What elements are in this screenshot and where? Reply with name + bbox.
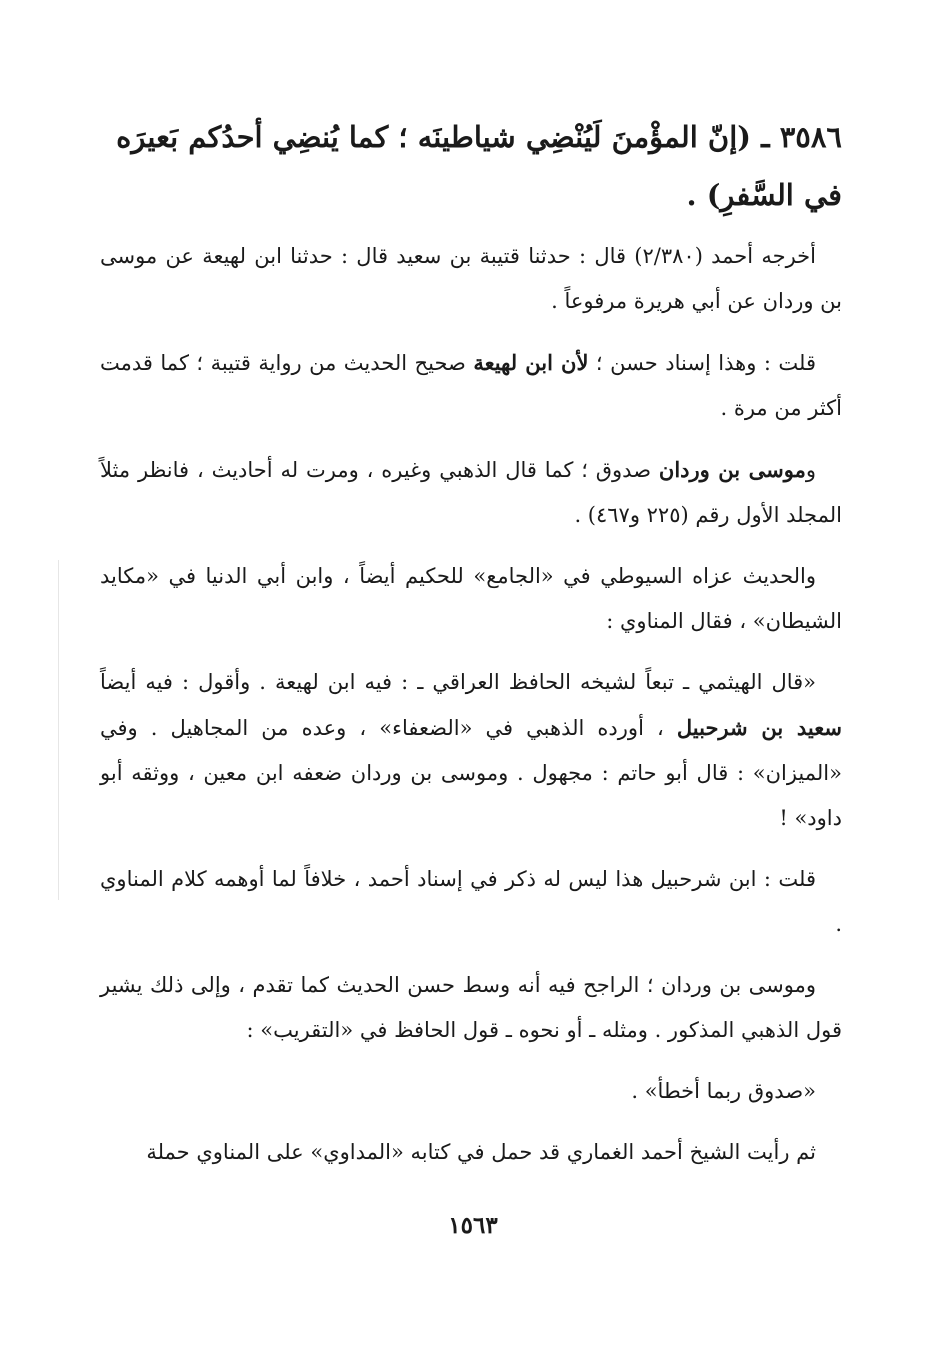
paragraph-ibn-shurahbil-note: قلت : ابن شرحبيل هذا ليس له ذكر في إسناد أحمد ، خلافاً لما أوهمه كلام المناوي . [100, 867, 842, 936]
margin-line [58, 560, 59, 900]
paragraph-musa-ibn-wardan [100, 447, 842, 538]
paragraph-ghumari: ثم رأيت الشيخ أحمد الغماري قد حمل في كتابه «المداوي» على المناوي حملة [146, 1140, 816, 1164]
paragraph-suyuti-attribution: والحديث عزاه السيوطي في «الجامع» للحكيم أيضاً ، وابن أبي الدنيا في «مكايد الشيطان» ، فقال المناوي : [100, 564, 842, 633]
bold-narrator: موسى بن وردان [658, 457, 806, 482]
text-segment: و [805, 458, 816, 482]
page-number: ١٥٦٣ [448, 1212, 498, 1239]
bold-narrator: سعيد بن شرحبيل [676, 715, 842, 740]
page-body [100, 108, 842, 1191]
text-segment: صحيح الحديث من رواية قتيبة ؛ كما قدمت أكثر من مرة . [100, 351, 842, 420]
text-segment: «قال الهيثمي ـ تبعاً لشيخه الحافظ العراقي ـ : فيه ابن لهيعة . وأقول : فيه أيضاً [100, 670, 816, 694]
bold-narrator: لأن ابن لهيعة [473, 350, 589, 375]
text-segment: ، أورده الذهبي في «الضعفاء» ، وعده من المجاهيل . وفي «الميزان» : قال أبو حاتم : مجهول . وموسى بن وردان ضعفه ابن معين ، ووثقه أبو داود» ! [100, 716, 842, 830]
text-segment: صدوق ؛ كما قال الذهبي وغيره ، ومرت له أحاديث ، فانظر مثلاً المجلد الأول رقم (٢٢٥ و٤٦٧) . [100, 458, 842, 527]
paragraph-takhrij: أخرجه أحمد (٢/٣٨٠) قال : حدثنا قتيبة بن سعيد قال : حدثنا ابن لهيعة عن موسى بن وردان عن أبي هريرة مرفوعاً . [100, 244, 842, 313]
hadith-heading: ٣٥٨٦ ـ (إنّ المؤْمنَ لَيُنْضِي شياطينَه ؛ كما يُنضِي أحدُكم بَعيرَه في السَّفرِ) . [116, 120, 842, 212]
paragraph-taqrib-quote: «صدوق ربما أخطأ» . [631, 1079, 816, 1103]
paragraph-munawi-quote [100, 660, 842, 841]
paragraph-isnad-ruling [100, 340, 842, 431]
paragraph-wasat-ruling: وموسى بن وردان ؛ الراجح فيه أنه وسط حسن الحديث كما تقدم ، وإلى ذلك يشير قول الذهبي المذكور . ومثله ـ أو نحوه ـ قول الحافظ في «التقريب» : [100, 973, 842, 1042]
text-segment: قلت : وهذا إسناد حسن ؛ [588, 351, 816, 375]
